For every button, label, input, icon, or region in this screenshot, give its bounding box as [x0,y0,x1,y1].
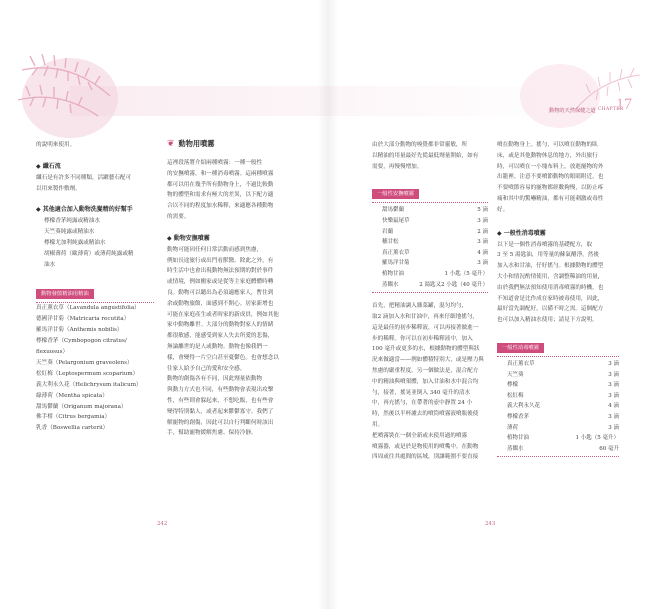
calming-line: 性，有些則會躲起來，不想吃飯，也有些會 [167,397,274,404]
recipe-ingredient: 松紅梅 [507,392,524,399]
method-line: 勻，接著，搖晃並倒入 340 毫升的清水 [372,389,471,396]
recipe-ingredient: 真正薰衣草 [382,249,410,256]
intro-line: 的安撫噴霧，和一種消毒噴霧。這兩種噴霧 [167,170,274,177]
recipe-ingredient: 岩蘭 [382,228,394,235]
helper-item: 油水 [44,261,56,268]
recipe-row [382,280,488,291]
recipe-ingredient: 植物甘油 [507,435,530,442]
recipe-amount: 5 滴 [477,207,488,214]
recipe-ingredient: 植物甘油 [382,270,405,277]
recipe-ingredient: 檸檬香茅 [507,413,530,420]
recipe-row [382,237,488,248]
recipe-ingredient: 穗甘松 [382,239,399,246]
chapter-label: CHAPTER [598,107,624,112]
disinfect-line: 由於我們無法預知使用消毒噴霧的時機，也 [497,284,604,291]
oil-item: 檸檬香茅（Cymbopogon citratus/ [36,338,127,345]
left-page-number: 242 [157,521,168,527]
center-column [372,140,488,463]
method-line: 這是最佳的初步稀釋液，可以再接著做進一 [372,324,479,331]
calming-line: 時生活中也會出現動物無法預期的對於事件 [167,268,274,275]
center-top-line: 由於大部分動物的嗅覺都非常靈敏，所 [372,142,468,148]
recipe-ingredient: 義大利永久花 [507,403,541,410]
essential-oils-tag: 動物發散精油用精油 [36,289,94,299]
calming-recipe-box [372,202,488,293]
oil-item: 義大利永久花（Helichrysum italicum） [36,381,142,388]
recipe-row [507,433,619,444]
method-line: 用。 [372,421,384,428]
disinfect-line: 3 至 5 湯匙油，用等量的蘇氣醋淨，然後 [497,252,599,259]
essential-oils-list [36,302,154,434]
section-spray-title: 動物用噴霧 [178,139,215,148]
oil-item: 綠薄荷（Mentha spicata） [36,392,108,399]
cedar-line: 以用來製作敷劑。 [36,185,81,192]
recipe-amount: 4 滴 [608,403,619,410]
recipe-amount: 3 滴 [608,413,619,420]
recipe-row [382,269,488,280]
recipe-amount: 3 滴 [608,382,619,389]
calming-line: 動物的創傷各有不同，因此劑量依動物 [167,376,263,383]
disinfect-line: 大小和情況酌情使用，含調整稀油的用量， [497,273,604,280]
recipe-amount: 3 滴 [477,217,488,224]
recipe-amount: 1 小匙（5 毫升） [575,435,619,442]
recipe-amount: 2 滴 [477,228,488,235]
left-column [36,140,154,434]
intro-line: 的需要。 [167,213,190,220]
section-helpers-title: ◆ 其他適合加入動物洗髮精的好幫手 [36,206,133,214]
calming-line: 無論離世的是人或動物。動物也像我們一 [167,343,268,350]
recipe-ingredient: 檸檬 [507,382,519,389]
recipe-amount: 3 滴 [608,360,619,367]
recipe-ingredient: 蒸餾水 [382,281,399,288]
method-line: 把噴霧裝在一個全新或未使用過的噴霧 [372,432,468,439]
calming-line: 與動力方式也不同，有些動物會表現出攻擊 [167,387,274,394]
method-line: 100 毫升或更多的水，根據動物的體型與狀 [372,346,480,353]
calming-line: 例如長途旅行或出門看獸醫。除此之外，有 [167,257,274,264]
method-line: 中的精油與噴架體，加入甘油和水中混合均 [372,378,479,385]
oil-item: 德國洋甘菊（Matricaria recutita） [36,316,130,323]
right-page-number: 243 [485,521,496,527]
recipe-row [382,216,488,227]
recipe-row [507,391,619,402]
disinfect-line: 加入水和甘油，仔好搖勻。根據動物的體型 [497,263,604,270]
left-first-line: 的說明來使用。 [36,142,76,148]
oil-item: flexuosus） [36,349,69,355]
oil-item: 天竺葵（Pelargonium graveolens） [36,359,133,366]
calming-recipe-tag: 一般性安撫噴霧 [372,189,419,199]
calming-line: 往家人給予自己的愛和安全感。 [167,365,246,372]
right-top-line: 不要噴節容易的寵物都經數夠慢，以防止疼 [497,185,604,192]
disinfect-line: 以下是一個性消毒噴霧的基礎配方，取 [497,241,593,248]
recipe-amount: 60 毫升 [599,445,619,452]
right-top-line: 好。 [497,206,509,213]
calming-line: 余或動物旅館，面感到不開心。居家新增也 [167,300,274,307]
running-header-title: 動物的天然保健之道 [549,108,596,114]
calming-line: 變得特別黏人，或者起來鬱鬱寡守。我們了 [167,408,274,415]
recipe-amount: 3 滴 [477,239,488,246]
disinfect-recipe-box [497,356,619,457]
middle-column [167,138,295,439]
right-top-line: 時，可以噴在一小塊布料上，放進寵物的外 [497,163,604,170]
calming-line: 樣，會變得一片空白甚至憂鬱色。也會想念以 [167,354,279,361]
method-line: 取2 滴加入水和甘油中，再來仔細地搖勻， [372,313,479,320]
recipe-amount: 1 小匙（5 毫升） [444,270,488,277]
oil-item: 甜馬鬱蘭（Origanum majorana） [36,403,127,410]
center-top-line: 以精油的用量最好先從最低劑量開始，如有 [372,152,479,159]
recipe-ingredient: 天竺葵 [507,371,524,378]
recipe-amount: 3 滴 [477,260,488,267]
recipe-row [382,205,488,216]
disinfect-line: 最好當先調配好，以備不時之需。這個配方 [497,306,604,313]
recipe-amount: 4 滴 [477,249,488,256]
calming-line: 或情境，例如搬家或是從等主家庭體體時轉 [167,279,274,286]
intro-line: 都可以用在幾乎所有動物身上，不過比較動 [167,181,274,188]
recipe-row [507,401,619,412]
calming-line: 良。動物可以聽出為必須適應家人，暫住到 [167,289,274,296]
recipe-amount: 2 湯匙又2 小匙（40 毫升） [419,281,488,288]
right-top-line: 痛和其中的驚嚇精油，都有可能刺激或毒性 [497,195,604,202]
center-top-line: 需要，再慢慢增加。 [372,163,423,170]
right-top-line: 床，或是其他動物休息的地方，外出旅行 [497,152,598,159]
oil-item: 佛手柑（Citrus bergamia） [36,414,111,421]
center-method-paragraph [372,301,488,463]
method-line: 四周或往其處間的區域，別讓範圍不要直接 [372,454,479,461]
calming-section-title: ◆ 動物安撫噴霧 [167,234,210,242]
helper-item: 檸檬香茅純露或精油水 [44,218,100,225]
disinfect-line: 也可以加入精油水使用；請見下方說明。 [497,317,598,324]
page-gutter [318,0,338,609]
intro-line: 物的體型和需求有極大的差異，以下配方適 [167,192,274,199]
section-cedar-body [36,173,154,195]
recipe-row [507,380,619,391]
intro-line: 這裡段落將介紹兩種噴霧：一種一般性 [167,160,263,166]
calming-paragraph [167,245,295,439]
method-line: 時，然後以半杯濾去的噴筒噴霧液噴瓶後使 [372,411,479,418]
oil-item: 羅馬洋甘菊（Anthemis nobilis） [36,327,123,334]
method-line: 首先，把精油調入雜菜罐，混匀均勻， [372,303,468,310]
calming-line: 解寵物的創傷，因此可以自行判斷何時該出 [167,419,274,426]
section-spray-header [167,138,295,150]
method-line: 中，再充搖勻，在帶著的壺中靜置 24 小 [372,400,473,407]
section-cedar-title: ◆ 纖石流 [36,162,61,170]
disinfect-paragraph [497,240,619,326]
helper-item: 天竺葵純露或精油水 [44,229,95,236]
intro-line: 合以不同的程度加水稀釋，來適應各種動物 [167,203,274,210]
recipe-amount: 3 滴 [608,371,619,378]
calming-line: 都很敏感，能感受到家人失去所愛的悲傷， [167,333,274,340]
leaf-icon: ❦ [167,139,175,149]
disinfect-recipe-tag: 一般性消毒噴霧 [497,343,544,353]
recipe-row [382,258,488,269]
oil-item: 真正薰衣草（Lavandula angustifolia） [36,305,140,312]
calming-line: 手，幫助寵物緩解焦慮、保持冷靜。 [167,430,257,437]
recipe-amount: 3 滴 [608,392,619,399]
oil-item: 松紅梅（Leptospermum scoparium） [36,370,139,377]
calming-line: 動物可能因任何日常活動而感到焦慮， [167,246,263,253]
disinfect-section-title: ◆ 一般性消毒噴霧 [497,229,546,237]
recipe-ingredient: 薄荷 [507,424,519,431]
recipe-row [507,359,619,370]
helper-item: 檸檬尤加利純露或精油水 [44,239,106,246]
intro-paragraph [167,158,295,223]
method-line: 況來做適當——例如體積特別大，或是壓力與 [372,357,484,364]
recipe-ingredient: 蒸餾水 [507,445,524,452]
recipe-amount: 3 滴 [608,424,619,431]
recipe-ingredient: 甜馬鬱蘭 [382,207,405,214]
oil-item: 乳香（Boswellia carterii） [36,425,109,432]
helper-item: 胡椒薄荷（歐薄荷）或薄荷純露或精 [44,250,134,257]
method-line: 步的稀釋。你可以在初步稀釋液中，加入 [372,335,473,342]
helpers-list [36,216,154,270]
disinfect-line: 不知道會是比作成在家時被毒使用，因此， [497,295,604,302]
recipe-row [507,444,619,455]
recipe-ingredient: 真正薰衣草 [507,360,535,367]
calming-line: 家中動物離世。大部分的動物對家人的情緒 [167,322,274,329]
right-top-line: 出籠裡。注意不要噴節動物的眼睛附近，也 [497,174,604,181]
recipe-row [382,248,488,259]
calming-line: 可能在家庭產生或者時家的新成員，例如其他 [167,311,279,318]
recipe-row [507,423,619,434]
right-column [497,140,619,457]
recipe-ingredient: 羅馬洋甘菊 [382,260,410,267]
chapter-number: 17 [616,96,632,113]
method-line: 焦慮的嚴重程度。另一個做法是，混合配方 [372,367,479,374]
cedar-line: 纖石是有許多不同種類，活躍藝石配可 [36,174,132,181]
method-line: 噴霧器，或是於是物使用的噴嘴中。在動物 [372,443,479,450]
recipe-row [382,227,488,238]
right-top-line: 噴在動物身上。搖勻，可以噴在動物的臥 [497,142,598,148]
recipe-row [507,412,619,423]
recipe-ingredient: 快樂鼠尾草 [382,217,410,224]
recipe-row [507,370,619,381]
